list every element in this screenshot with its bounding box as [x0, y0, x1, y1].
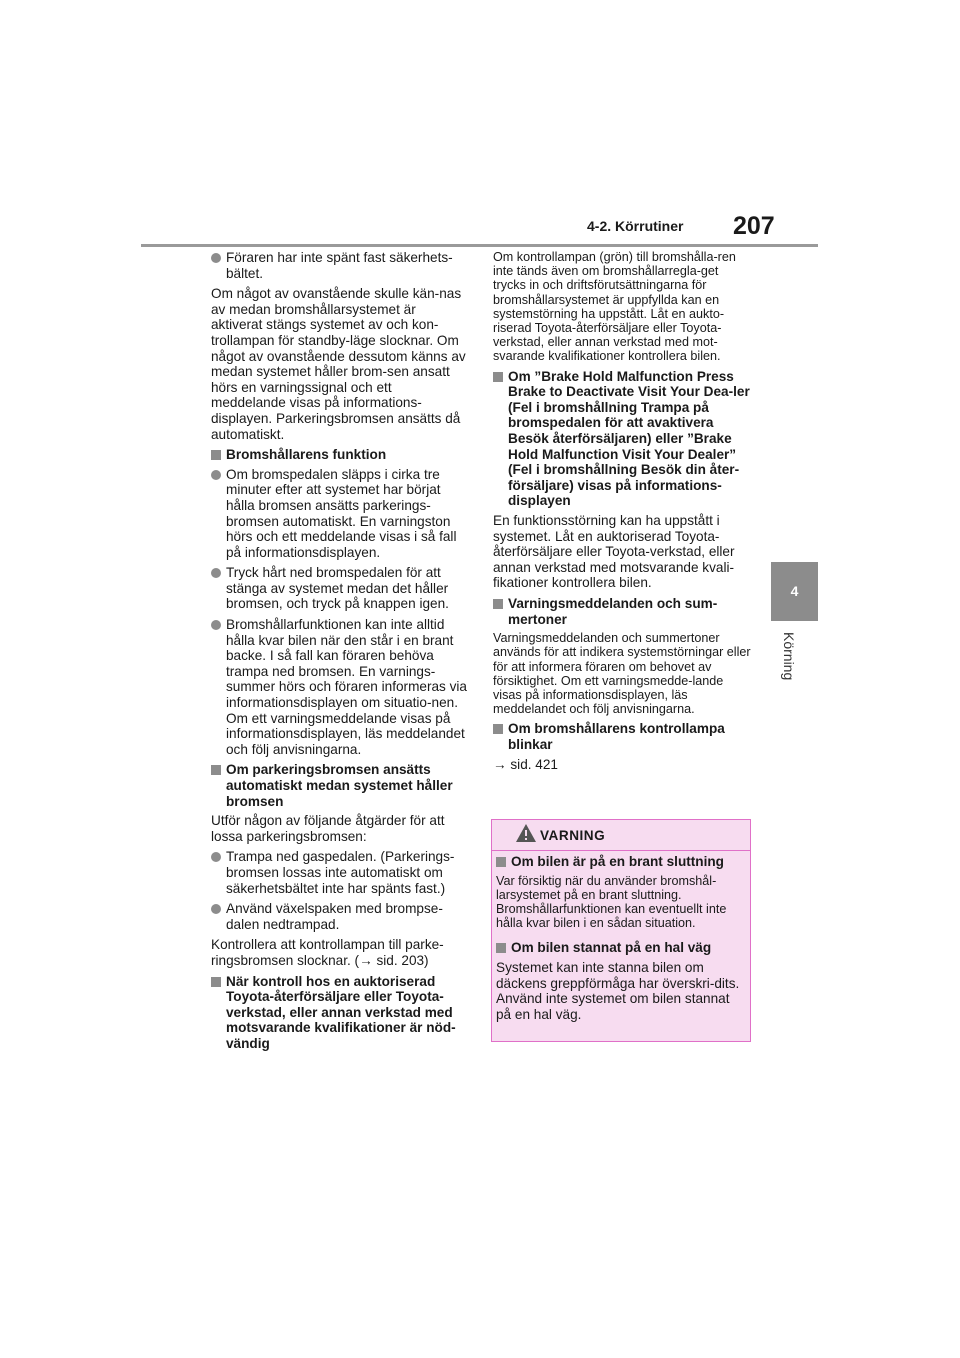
section-heading: Om ”Brake Hold Malfunction Press Brake to Deactivate Visit Your Dea-ler (Fel i bromshållning Trampa på bromspedalen för att avaktivera Besök återförsäljaren) eller ”Brake Hold Malfunction Visit Your Dealer” (Fel i bromshållning Besök din åter-försäljare) visas på informations-displayen	[493, 369, 751, 509]
square-bullet-icon	[493, 599, 503, 609]
square-bullet-icon	[496, 857, 506, 867]
section-heading: När kontroll hos en auktoriserad Toyota-återförsäljare eller Toyota-verkstad, eller annan verkstad med motsvarande kvalifikationer är nöd-vändig	[211, 974, 469, 1052]
chapter-tab: 4	[771, 562, 818, 621]
square-bullet-icon	[496, 943, 506, 953]
bullet-icon	[211, 852, 221, 862]
warning-title: VARNING	[540, 828, 606, 843]
bullet-icon	[211, 470, 221, 480]
bullet-icon	[211, 568, 221, 578]
square-bullet-icon	[211, 977, 221, 987]
section-title: 4-2. Körrutiner	[587, 218, 684, 234]
paragraph: Varningsmeddelanden och summertoner används för att indikera systemstörningar eller för att informera föraren om behovet av försiktighet. Om ett varningsmedde-lande visas på informationsdisplayen, läs meddelandet och följ anvisningarna.	[493, 631, 751, 717]
warning-box	[491, 819, 751, 1042]
bullet-icon	[211, 253, 221, 263]
warning-paragraph: Systemet kan inte stanna bilen om däckens greppförmåga har överskri-dits. Använd inte systemet om bilen stannat på en hal väg.	[496, 960, 740, 1022]
list-item: Föraren har inte spänt fast säkerhets-bältet.	[211, 250, 469, 281]
warning-heading: Om bilen är på en brant sluttning	[496, 854, 746, 870]
section-heading: Om bromshållarens kontrollampa blinkar	[493, 721, 751, 752]
square-bullet-icon	[493, 372, 503, 382]
page-reference: → sid. 421	[493, 756, 558, 772]
bullet-icon	[211, 904, 221, 914]
header-divider	[141, 244, 818, 247]
right-column	[493, 250, 751, 777]
warning-triangle-icon	[515, 823, 537, 843]
list-item: Tryck hårt ned bromspedalen för att stänga av systemet medan det håller bromsen, och tryck på knappen igen.	[211, 565, 469, 612]
left-column	[211, 250, 469, 1056]
page-number: 207	[733, 212, 775, 240]
paragraph: Kontrollera att kontrollampan till parke-ringsbromsen slocknar. (→ sid. 203)	[211, 937, 444, 968]
list-item: Använd växelspaken med brompse-dalen nedtrampad.	[211, 901, 469, 932]
square-bullet-icon	[211, 765, 221, 775]
chapter-label: Körning	[781, 632, 797, 681]
paragraph: En funktionsstörning kan ha uppstått i systemet. Låt en auktoriserad Toyota-återförsäljare eller Toyota-verkstad, eller annan verkstad med motsvarande kvali-fikationer kontrollera bilen.	[493, 512, 735, 591]
warning-body	[496, 854, 746, 1027]
warning-paragraph: Var försiktig när du använder bromshål-larsystemet på en brant sluttning. Bromshållarfunktionen kan eventuellt inte hålla kvar bilen i en sådan situation.	[496, 873, 727, 931]
square-bullet-icon	[211, 450, 221, 460]
warning-heading: Om bilen stannat på en hal väg	[496, 940, 746, 956]
square-bullet-icon	[493, 724, 503, 734]
list-item: Bromshållarfunktionen kan inte alltid hålla kvar bilen när den står i en brant backe. I så fall kan föraren behöva trampa ned bromsen. En varnings-summer hörs och föraren informeras via informationsdisplayen om situatio-nen. Om ett varningsmeddelande visas på informationsdisplayen, läs meddelandet och följ anvisningarna.	[211, 617, 469, 757]
list-item: Om bromspedalen släpps i cirka tre minuter efter att systemet har börjat hålla bromsen ansätts parkerings-bromsen automatiskt. En varningston hörs och ett meddelande visas i så fall på informationsdisplayen.	[211, 467, 469, 561]
paragraph: Utför någon av följande åtgärder för att lossa parkeringsbromsen:	[211, 813, 445, 844]
section-heading: Om parkeringsbromsen ansätts automatiskt medan systemet håller bromsen	[211, 762, 469, 809]
bullet-icon	[211, 620, 221, 630]
section-heading: Varningsmeddelanden och sum-mertoner	[493, 596, 751, 627]
paragraph: Om något av ovanstående skulle kän-nas av medan bromshållarsystemet är aktiverat stängs systemet av och kon-trollampan för standby-läge slocknar. Om något av ovanstående dessutom känns av medan systemet håller brom-sen ansatt hörs en varningssignal och ett meddelande visas på informations-displayen. Parkeringsbromsen ansätts då automatiskt.	[211, 286, 466, 442]
paragraph: Om kontrollampan (grön) till bromshålla-ren inte tänds även om bromshållarregla-get trycks in och driftsförutsättningarna för bromshållarsystemet är uppfyllda kan en systemstörning ha uppstått. Låt en aukto-riserad Toyota-återförsäljare eller Toyota-verkstad, eller annan verkstad med mot-svarande kvalifikationer kontrollera bilen.	[493, 250, 736, 364]
section-heading: Bromshållarens funktion	[211, 447, 469, 463]
list-item: Trampa ned gaspedalen. (Parkerings-bromsen lossas inte automatiskt om säkerhetsbältet inte har spänts fast.)	[211, 849, 469, 896]
